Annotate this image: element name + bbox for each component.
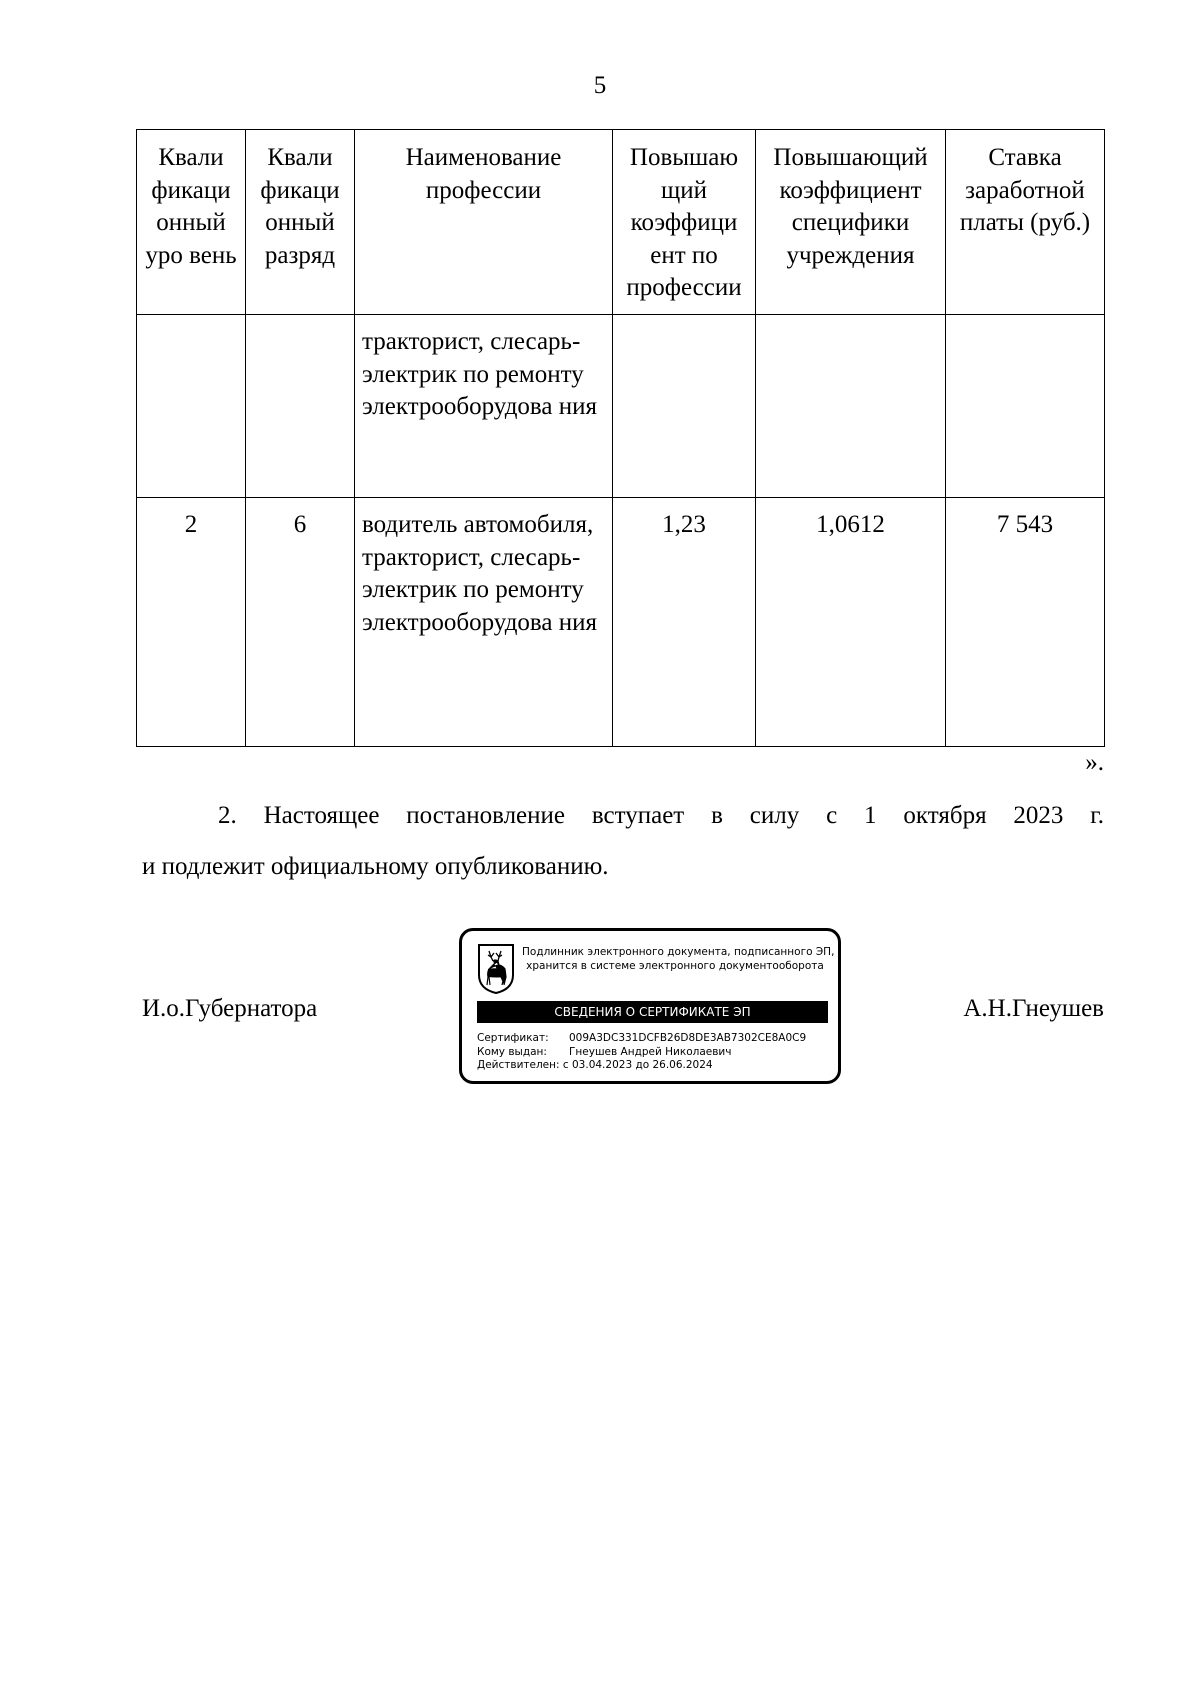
cell-wage: 7 543 (946, 498, 1105, 747)
electronic-signature-stamp (459, 928, 841, 1084)
page-number: 5 (593, 72, 607, 99)
wage-table (136, 129, 1105, 747)
header-qualification-level: Квали фикаци онный уро вень (137, 130, 246, 315)
deer-emblem-icon (477, 943, 515, 995)
cell-grade: 6 (246, 498, 355, 747)
cell-coef-profession: 1,23 (613, 498, 756, 747)
certificate-label: Сертификат: (477, 1032, 549, 1044)
stamp-certificate-line (477, 1032, 832, 1045)
table-row (137, 315, 1105, 498)
cell-wage (946, 315, 1105, 498)
header-profession-name: Наименование профессии (355, 130, 613, 315)
cell-coef-profession (613, 315, 756, 498)
cell-coef-institution (756, 315, 946, 498)
cell-level: 2 (137, 498, 246, 747)
stamp-original-note: Подлинник электронного документа, подписанного ЭП, (522, 946, 835, 958)
table-row (137, 498, 1105, 747)
cell-profession: водитель автомобиля, тракторист, слесарь-электрик по ремонту электрооборудова ния (355, 498, 613, 747)
signatory-name: А.Н.Гнеушев (963, 995, 1104, 1022)
stamp-valid-line (477, 1059, 832, 1072)
header-qualification-grade: Квали фикаци онный разряд (246, 130, 355, 315)
valid-value: с 03.04.2023 до 26.06.2024 (562, 1059, 713, 1071)
cell-grade (246, 315, 355, 498)
publication-paragraph: и подлежит официальному опубликованию. (142, 853, 609, 880)
header-institution-coefficient: Повышающий коэффициент специфики учреждения (756, 130, 946, 315)
valid-label: Действителен: (477, 1059, 560, 1071)
table-header-row (137, 130, 1105, 315)
certificate-value: 009A3DC331DCFB26D8DE3AB7302CE8A0C9 (569, 1032, 807, 1044)
cell-profession: тракторист, слесарь-электрик по ремонту электрооборудова ния (355, 315, 613, 498)
header-wage-rate: Ставка заработной платы (руб.) (946, 130, 1105, 315)
signatory-role: И.о.Губернатора (142, 995, 318, 1022)
issued-label: Кому выдан: (477, 1046, 547, 1058)
header-profession-coefficient: Повышаю щий коэффици ент по профессии (613, 130, 756, 315)
effective-date-paragraph: 2. Настоящее постановление вступает в силу с 1 октября 2023 г. (218, 802, 1104, 829)
closing-quote: ». (1085, 749, 1104, 776)
issued-value: Гнеушев Андрей Николаевич (569, 1046, 732, 1058)
stamp-issued-line (477, 1046, 832, 1059)
cell-level (137, 315, 246, 498)
cell-coef-institution: 1,0612 (756, 498, 946, 747)
stamp-certificate-heading: СВЕДЕНИЯ О СЕРТИФИКАТЕ ЭП (477, 1001, 828, 1023)
stamp-storage-note: хранится в системе электронного документооборота (526, 960, 824, 972)
